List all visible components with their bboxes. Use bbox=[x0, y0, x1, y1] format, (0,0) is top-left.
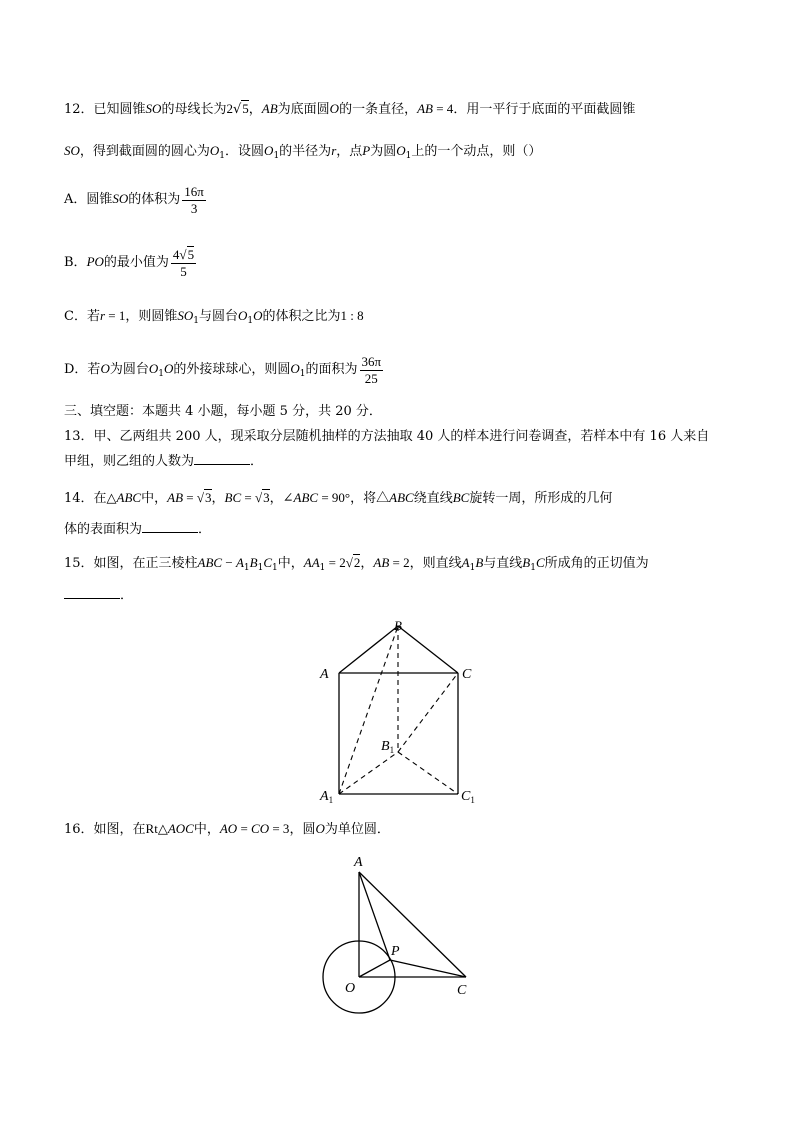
answer-blank-14 bbox=[142, 520, 198, 533]
segment-AP bbox=[359, 872, 390, 960]
label-C: C bbox=[462, 667, 472, 682]
fraction-4sqrt5-5: $\frac{4√5}{5}$ bbox=[172, 246, 195, 279]
circle-triangle-figure bbox=[318, 850, 478, 1020]
label-A: A bbox=[320, 667, 329, 682]
label-B: B bbox=[394, 618, 402, 633]
segment-AC bbox=[359, 872, 466, 977]
edge-BC bbox=[398, 626, 458, 673]
q15-line2: ． bbox=[64, 586, 133, 605]
label-B1: $B_1$ bbox=[381, 739, 395, 755]
answer-blank-13 bbox=[194, 452, 250, 465]
q12-line2: SO，得到截面圆的圆心为$O_1$．设圆$O_1$的半径为r，点P为圆$O_1$上的一个动点，则（） bbox=[64, 143, 542, 161]
label-C: C bbox=[457, 983, 467, 998]
q14-line2: 体的表面积为 ． bbox=[64, 522, 212, 537]
segment-A1B bbox=[339, 626, 398, 794]
q12-option-d: D．若O为圆台$O_1O$的外接球球心，则圆$O_1$的面积为 $\frac{36\pi}{25}$ bbox=[64, 353, 382, 386]
q12-line1: 12．已知圆锥SO的母线长为2√5，AB为底面圆O的一条直径，AB = 4．用一平行于底面的平面截圆锥 bbox=[64, 101, 636, 117]
label-P: P bbox=[391, 944, 400, 959]
segment-PC bbox=[390, 960, 466, 977]
edge-AB bbox=[339, 626, 398, 673]
edge-B1C1 bbox=[398, 752, 458, 794]
segment-OP bbox=[359, 960, 390, 977]
sqrt-5: √5 bbox=[232, 101, 249, 117]
answer-blank-15 bbox=[64, 586, 120, 599]
q12-option-b: B．PO的最小值为 $\frac{4√5}{5}$ bbox=[64, 246, 195, 279]
q16-line1: 16．如图，在Rt△AOC中，AO = CO = 3，圆O为单位圆． bbox=[64, 821, 390, 837]
fraction-36pi-25: $\frac{36\pi}{25}$ bbox=[361, 353, 382, 386]
section-heading-fill-in: 三、填空题：本题共 4 小题，每小题 5 分，共 20 分． bbox=[64, 404, 382, 419]
label-A1: $A_1$ bbox=[320, 789, 334, 805]
prism-figure bbox=[310, 612, 490, 810]
q13-line2: 甲组，则乙组的人数为 ． bbox=[64, 454, 264, 469]
edge-A1B1 bbox=[339, 752, 398, 794]
label-C1: $C_1$ bbox=[461, 789, 475, 805]
fraction-16pi-3: $\frac{16\pi}{3}$ bbox=[184, 183, 204, 216]
q13-line1: 13．甲、乙两组共 200 人，现采取分层随机抽样的方法抽取 40 人的样本进行问卷调查，若样本中有 16 人来自 bbox=[64, 429, 710, 444]
q15-line1: 15．如图，在正三棱柱ABC − $A_1B_1C_1$中，$AA_1 = 2√2$，AB = 2，则直线$A_1B$与直线$B_1C$所成角的正切值为 bbox=[64, 555, 649, 573]
q14-line1: 14．在△ABC中，AB = √3，BC = √3，∠ABC = 90°，将△ABC绕直线BC旋转一周，所形成的几何 bbox=[64, 490, 613, 506]
label-A: A bbox=[354, 855, 363, 870]
label-O: O bbox=[345, 981, 356, 996]
q12-option-a: A．圆锥SO的体积为 $\frac{16\pi}{3}$ bbox=[64, 183, 204, 216]
segment-B1C bbox=[398, 673, 458, 752]
q12-option-c: C．若r = 1，则圆锥$SO_1$与圆台$O_1O$的体积之比为1 : 8 bbox=[64, 308, 364, 326]
